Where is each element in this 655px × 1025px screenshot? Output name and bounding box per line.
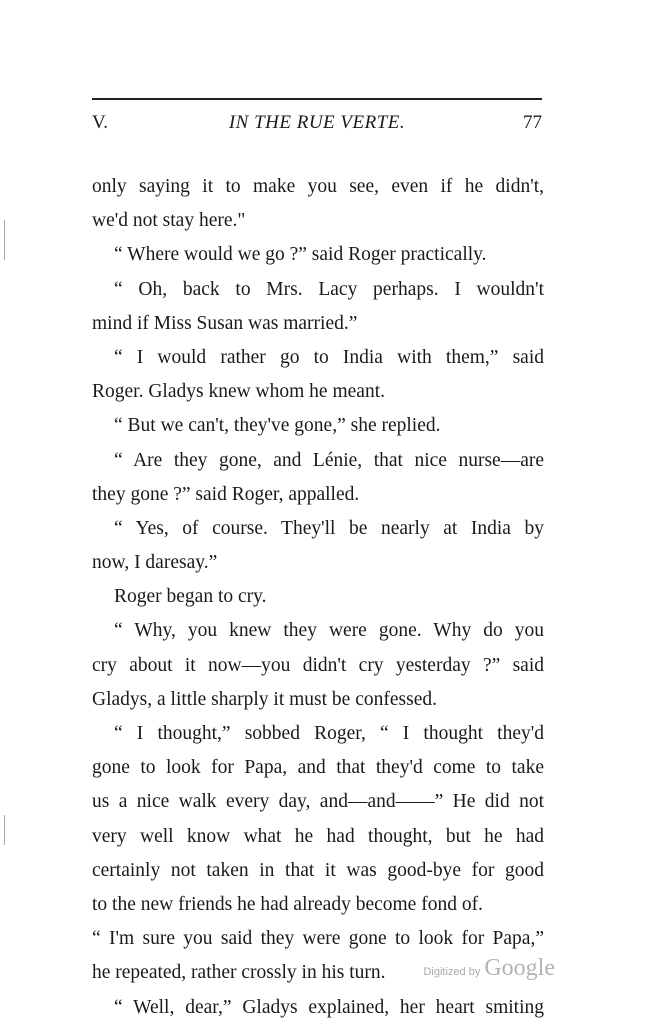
text-line: now, I daresay.” [92,552,218,574]
text-line: “ But we can't, they've gone,” she replied. [114,415,441,437]
text-line: us a nice walk every day, and—and——” He did not [92,791,544,813]
scan-mark [4,815,5,845]
text-line: Roger. Gladys knew whom he meant. [92,381,385,403]
chapter-number: V. [92,112,109,133]
text-line: mind if Miss Susan was married.” [92,312,358,334]
text-line: only saying it to make you see, even if he didn't, [92,176,544,197]
text-line: “ Oh, back to Mrs. Lacy perhaps. I wouldn't [114,278,544,300]
text-line: “ I'm sure you said they were gone to look for Papa,” [92,928,544,950]
text-line: “ I would rather go to India with them,” said [114,346,544,368]
page-number: 77 [523,112,542,133]
text-line: “ Well, dear,” Gladys explained, her heart smiting [114,996,544,1018]
text-line: “ Are they gone, and Lénie, that nice nurse—are [114,449,544,471]
running-header [92,112,542,138]
chapter-title: IN THE RUE VERTE. [228,112,406,133]
header-rule [92,98,542,100]
text-line: he repeated, rather crossly in his turn. [92,962,386,984]
text-line: “ Yes, of course. They'll be nearly at India by [114,517,544,539]
text-line: Roger began to cry. [114,586,267,608]
text-line: to the new friends he had already become fond of. [92,893,483,915]
text-line: they gone ?” said Roger, appalled. [92,483,360,505]
google-logo: Google [484,955,555,981]
scan-mark [4,220,5,260]
text-line: gone to look for Papa, and that they'd come to take [92,757,544,779]
text-line: Gladys, a little sharply it must be confessed. [92,688,437,710]
digitized-watermark [423,955,555,985]
text-line: cry about it now—you didn't cry yesterday ?” said [92,654,544,676]
text-line: “ Why, you knew they were gone. Why do you [114,620,544,642]
text-line: certainly not taken in that it was good-bye for good [92,859,544,881]
body-text [92,170,544,1025]
digitized-label: Digitized by [423,966,481,978]
text-line: very well know what he had thought, but he had [92,825,544,847]
text-line: we'd not stay here." [92,210,246,232]
text-line: “ Where would we go ?” said Roger practically. [114,244,487,266]
text-line: “ I thought,” sobbed Roger, “ I thought they'd [114,723,544,744]
